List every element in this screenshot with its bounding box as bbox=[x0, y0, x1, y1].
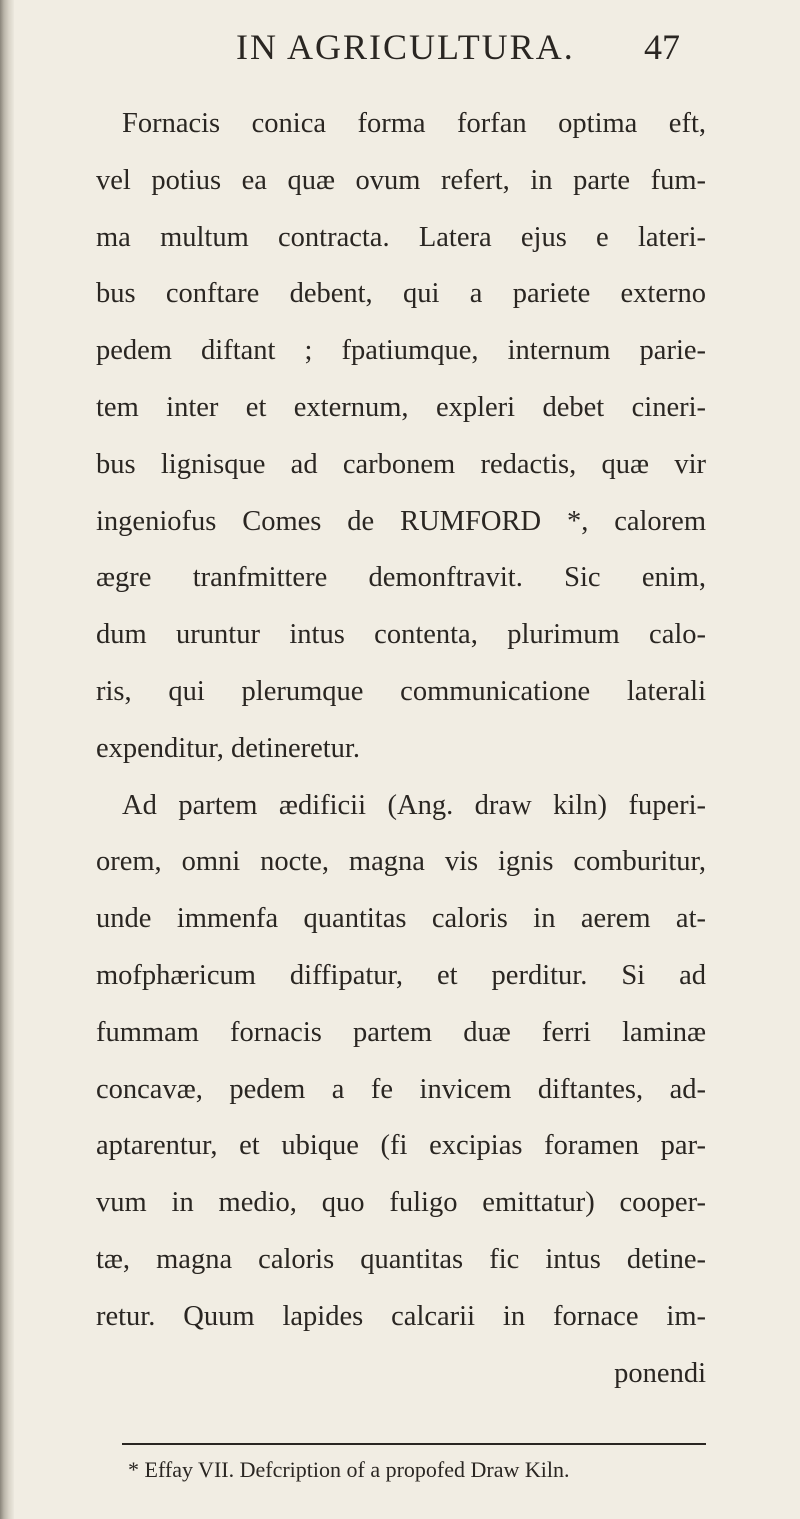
text-line: dum uruntur intus contenta, plurimum calo- bbox=[96, 619, 706, 651]
body-text bbox=[96, 96, 706, 1402]
text-line: ingeniofus Comes de RUMFORD *, calorem bbox=[96, 505, 706, 537]
page-binding-edge bbox=[0, 0, 14, 1519]
text-line: ægre tranfmittere demonftravit. Sic enim, bbox=[96, 562, 706, 594]
text-line: aptarentur, et ubique (fi excipias foramen par- bbox=[96, 1130, 706, 1162]
text-line: orem, omni nocte, magna vis ignis comburitur, bbox=[96, 846, 706, 878]
text-line: expenditur, detineretur. bbox=[96, 732, 360, 764]
text-line: pedem diftant ; fpatiumque, internum parie- bbox=[96, 335, 706, 367]
text-line: Fornacis conica forma forfan optima eft, bbox=[122, 108, 706, 139]
text-line: Ad partem ædificii (Ang. draw kiln) fuperi- bbox=[122, 789, 706, 821]
page-header bbox=[0, 12, 800, 72]
text-line: mofphæricum diffipatur, et perditur. Si ad bbox=[96, 959, 706, 991]
text-line: unde immenfa quantitas caloris in aerem at- bbox=[96, 903, 706, 935]
footnote: * Effay VII. Defcription of a propofed Draw Kiln. bbox=[128, 1457, 570, 1482]
running-title: IN AGRICULTURA. bbox=[236, 27, 575, 67]
text-line: concavæ, pedem a fe invicem diftantes, ad- bbox=[96, 1073, 706, 1105]
text-line: retur. Quum lapides calcarii in fornace im- bbox=[96, 1300, 706, 1332]
text-line: bus conftare debent, qui a pariete externo bbox=[96, 278, 706, 310]
footnote-rule bbox=[122, 1443, 706, 1445]
text-line: vel potius ea quæ ovum refert, in parte fum- bbox=[96, 164, 706, 196]
catchword: ponendi bbox=[614, 1357, 706, 1389]
text-line: bus lignisque ad carbonem redactis, quæ vir bbox=[96, 448, 706, 480]
text-line: ma multum contracta. Latera ejus e lateri- bbox=[96, 221, 706, 253]
text-line: vum in medio, quo fuligo emittatur) cooper- bbox=[96, 1187, 706, 1219]
text-line: tem inter et externum, expleri debet cineri- bbox=[96, 391, 706, 423]
text-line: tæ, magna caloris quantitas fic intus detine- bbox=[96, 1243, 706, 1275]
text-line: fummam fornacis partem duæ ferri laminæ bbox=[96, 1016, 706, 1048]
page-number: 47 bbox=[644, 27, 680, 67]
text-line: ris, qui plerumque communicatione laterali bbox=[96, 675, 706, 707]
